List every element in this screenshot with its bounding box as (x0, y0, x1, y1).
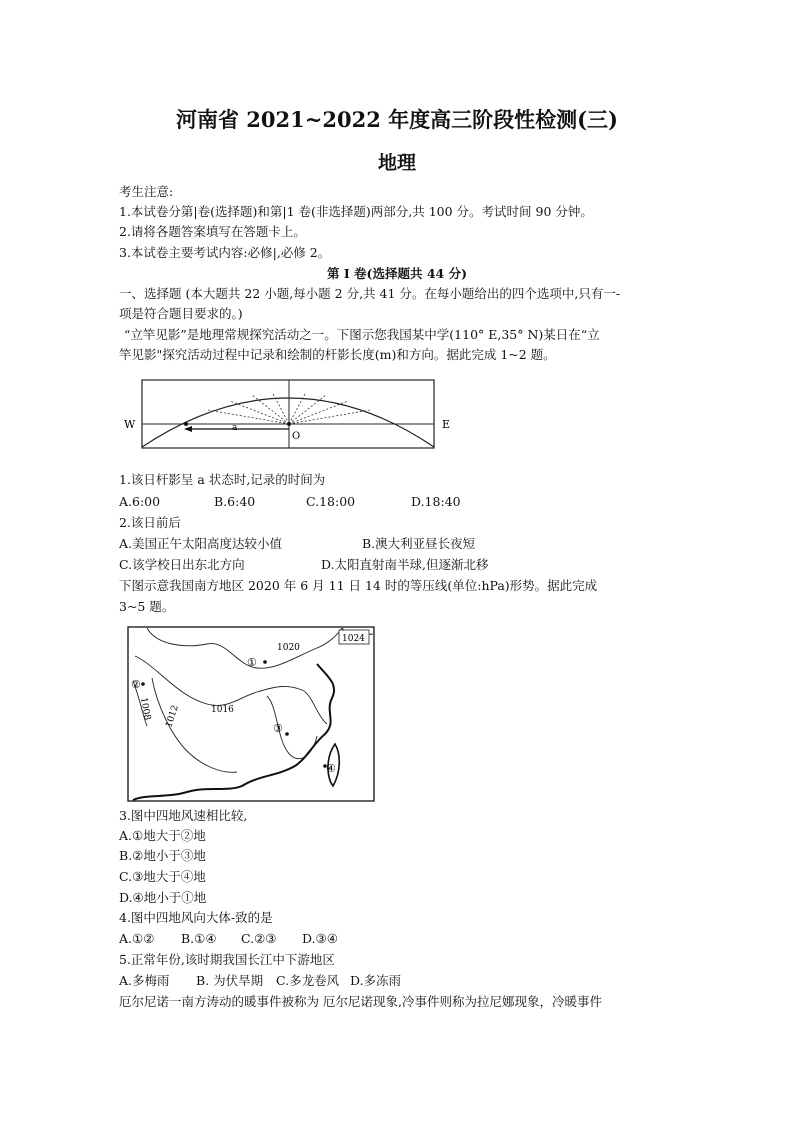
question-4-option-a[interactable]: A.①② (119, 931, 155, 946)
question-3-option-b[interactable]: B.②地小于③地 (119, 848, 206, 863)
isobar-1016-label: 1016 (211, 705, 234, 715)
question-5-stem: 5.正常年份,该时期我国长江中下游地区 (119, 952, 335, 967)
point-2-label: ② (131, 678, 141, 691)
shadow-diagram (122, 374, 458, 454)
point-4-label: ④ (326, 762, 336, 775)
question-4-option-d[interactable]: D.③④ (302, 931, 338, 946)
notice-line: 2.请将各题答案填写在答题卡上。 (119, 224, 306, 239)
west-label: W (124, 418, 136, 431)
passage-line: 3~5 题。 (119, 599, 175, 614)
question-5-option-b[interactable]: B. 为伏旱期 (196, 973, 264, 988)
passage-line: 下图示意我国南方地区 2020 年 6 月 11 日 14 时的等压线(单位:hPa)形势。据此完成 (119, 578, 598, 593)
question-5-option-d[interactable]: D.多冻雨 (350, 973, 402, 988)
notice-line: 1.本试卷分第|卷(选择题)和第|1 卷(非选择题)两部分,共 100 分。考试时间 90 分钟。 (119, 204, 593, 219)
question-3-option-a[interactable]: A.①地大于②地 (119, 828, 206, 843)
document-title: 河南省 2021~2022 年度高三阶段性检测(三) (176, 107, 618, 132)
passage-line: “立竿见影”是地理常规探究活动之一。下图示您我国某中学(110° E,35° N)某日在“立 (124, 327, 600, 342)
isobar-1008-label: 1008 (138, 696, 152, 722)
question-2-option-b[interactable]: B.澳大利亚昼长夜短 (362, 536, 476, 551)
section-intro-line: 项是符合题目要求的。) (119, 306, 243, 321)
question-1-option-b[interactable]: B.6:40 (214, 494, 256, 509)
question-5-option-c[interactable]: C.多龙卷风 (276, 973, 340, 988)
question-4-stem: 4.图中四地风向大体-致的是 (119, 910, 273, 925)
isobar-1020-label: 1020 (277, 643, 300, 653)
east-label: E (442, 418, 451, 431)
isobar-1024-label: 1024 (342, 634, 365, 644)
question-4-option-c[interactable]: C.②③ (241, 931, 277, 946)
point-3-label: ③ (273, 722, 283, 735)
section-intro-line: 一、选择题 (本大题共 22 小题,每小题 2 分,共 41 分。在每小题给出的四个选项中,只有一- (119, 286, 621, 301)
point-1-label: ① (247, 656, 257, 669)
shadow-a-label: a (232, 423, 238, 433)
origin-label: O (292, 431, 301, 442)
question-2-option-a[interactable]: A.美国正午太阳高度达较小值 (119, 536, 283, 551)
question-1-option-c[interactable]: C.18:00 (306, 494, 356, 509)
question-3-stem: 3.图中四地风速相比较, (119, 808, 248, 823)
passage-line: 厄尔尼诺一南方涛动的暖事件被称为 厄尔尼诺现象,冷事件则称为拉尼娜现象，冷暖事件 (119, 994, 602, 1009)
question-1-stem: 1.该日杆影呈 a 状态时,记录的时间为 (119, 472, 326, 487)
question-1-option-d[interactable]: D.18:40 (411, 494, 461, 509)
question-2-stem: 2.该日前后 (119, 515, 181, 530)
question-2-option-c[interactable]: C.该学校日出东北方向 (119, 557, 245, 572)
question-5-option-a[interactable]: A.多梅雨 (119, 973, 170, 988)
notice-line: 3.本试卷主要考试内容:必修|,必修 2。 (119, 245, 331, 260)
section-title: 第 I 卷(选择题共 44 分) (327, 266, 467, 281)
question-4-option-b[interactable]: B.①④ (181, 931, 217, 946)
subject-title: 地理 (377, 152, 416, 174)
isobar-1012-label: 1012 (164, 704, 181, 729)
isobar-map (127, 626, 377, 804)
question-1-option-a[interactable]: A.6:00 (119, 494, 161, 509)
question-3-option-c[interactable]: C.③地大于④地 (119, 869, 206, 884)
notice-heading: 考生注意: (119, 184, 174, 199)
question-3-option-d[interactable]: D.④地小于①地 (119, 890, 207, 905)
passage-line: 竿见影"探究活动过程中记录和绘制的杆影长度(m)和方向。据此完成 1~2 题。 (119, 347, 556, 362)
question-2-option-d[interactable]: D.太阳直射南半球,但逐渐北移 (321, 557, 489, 572)
